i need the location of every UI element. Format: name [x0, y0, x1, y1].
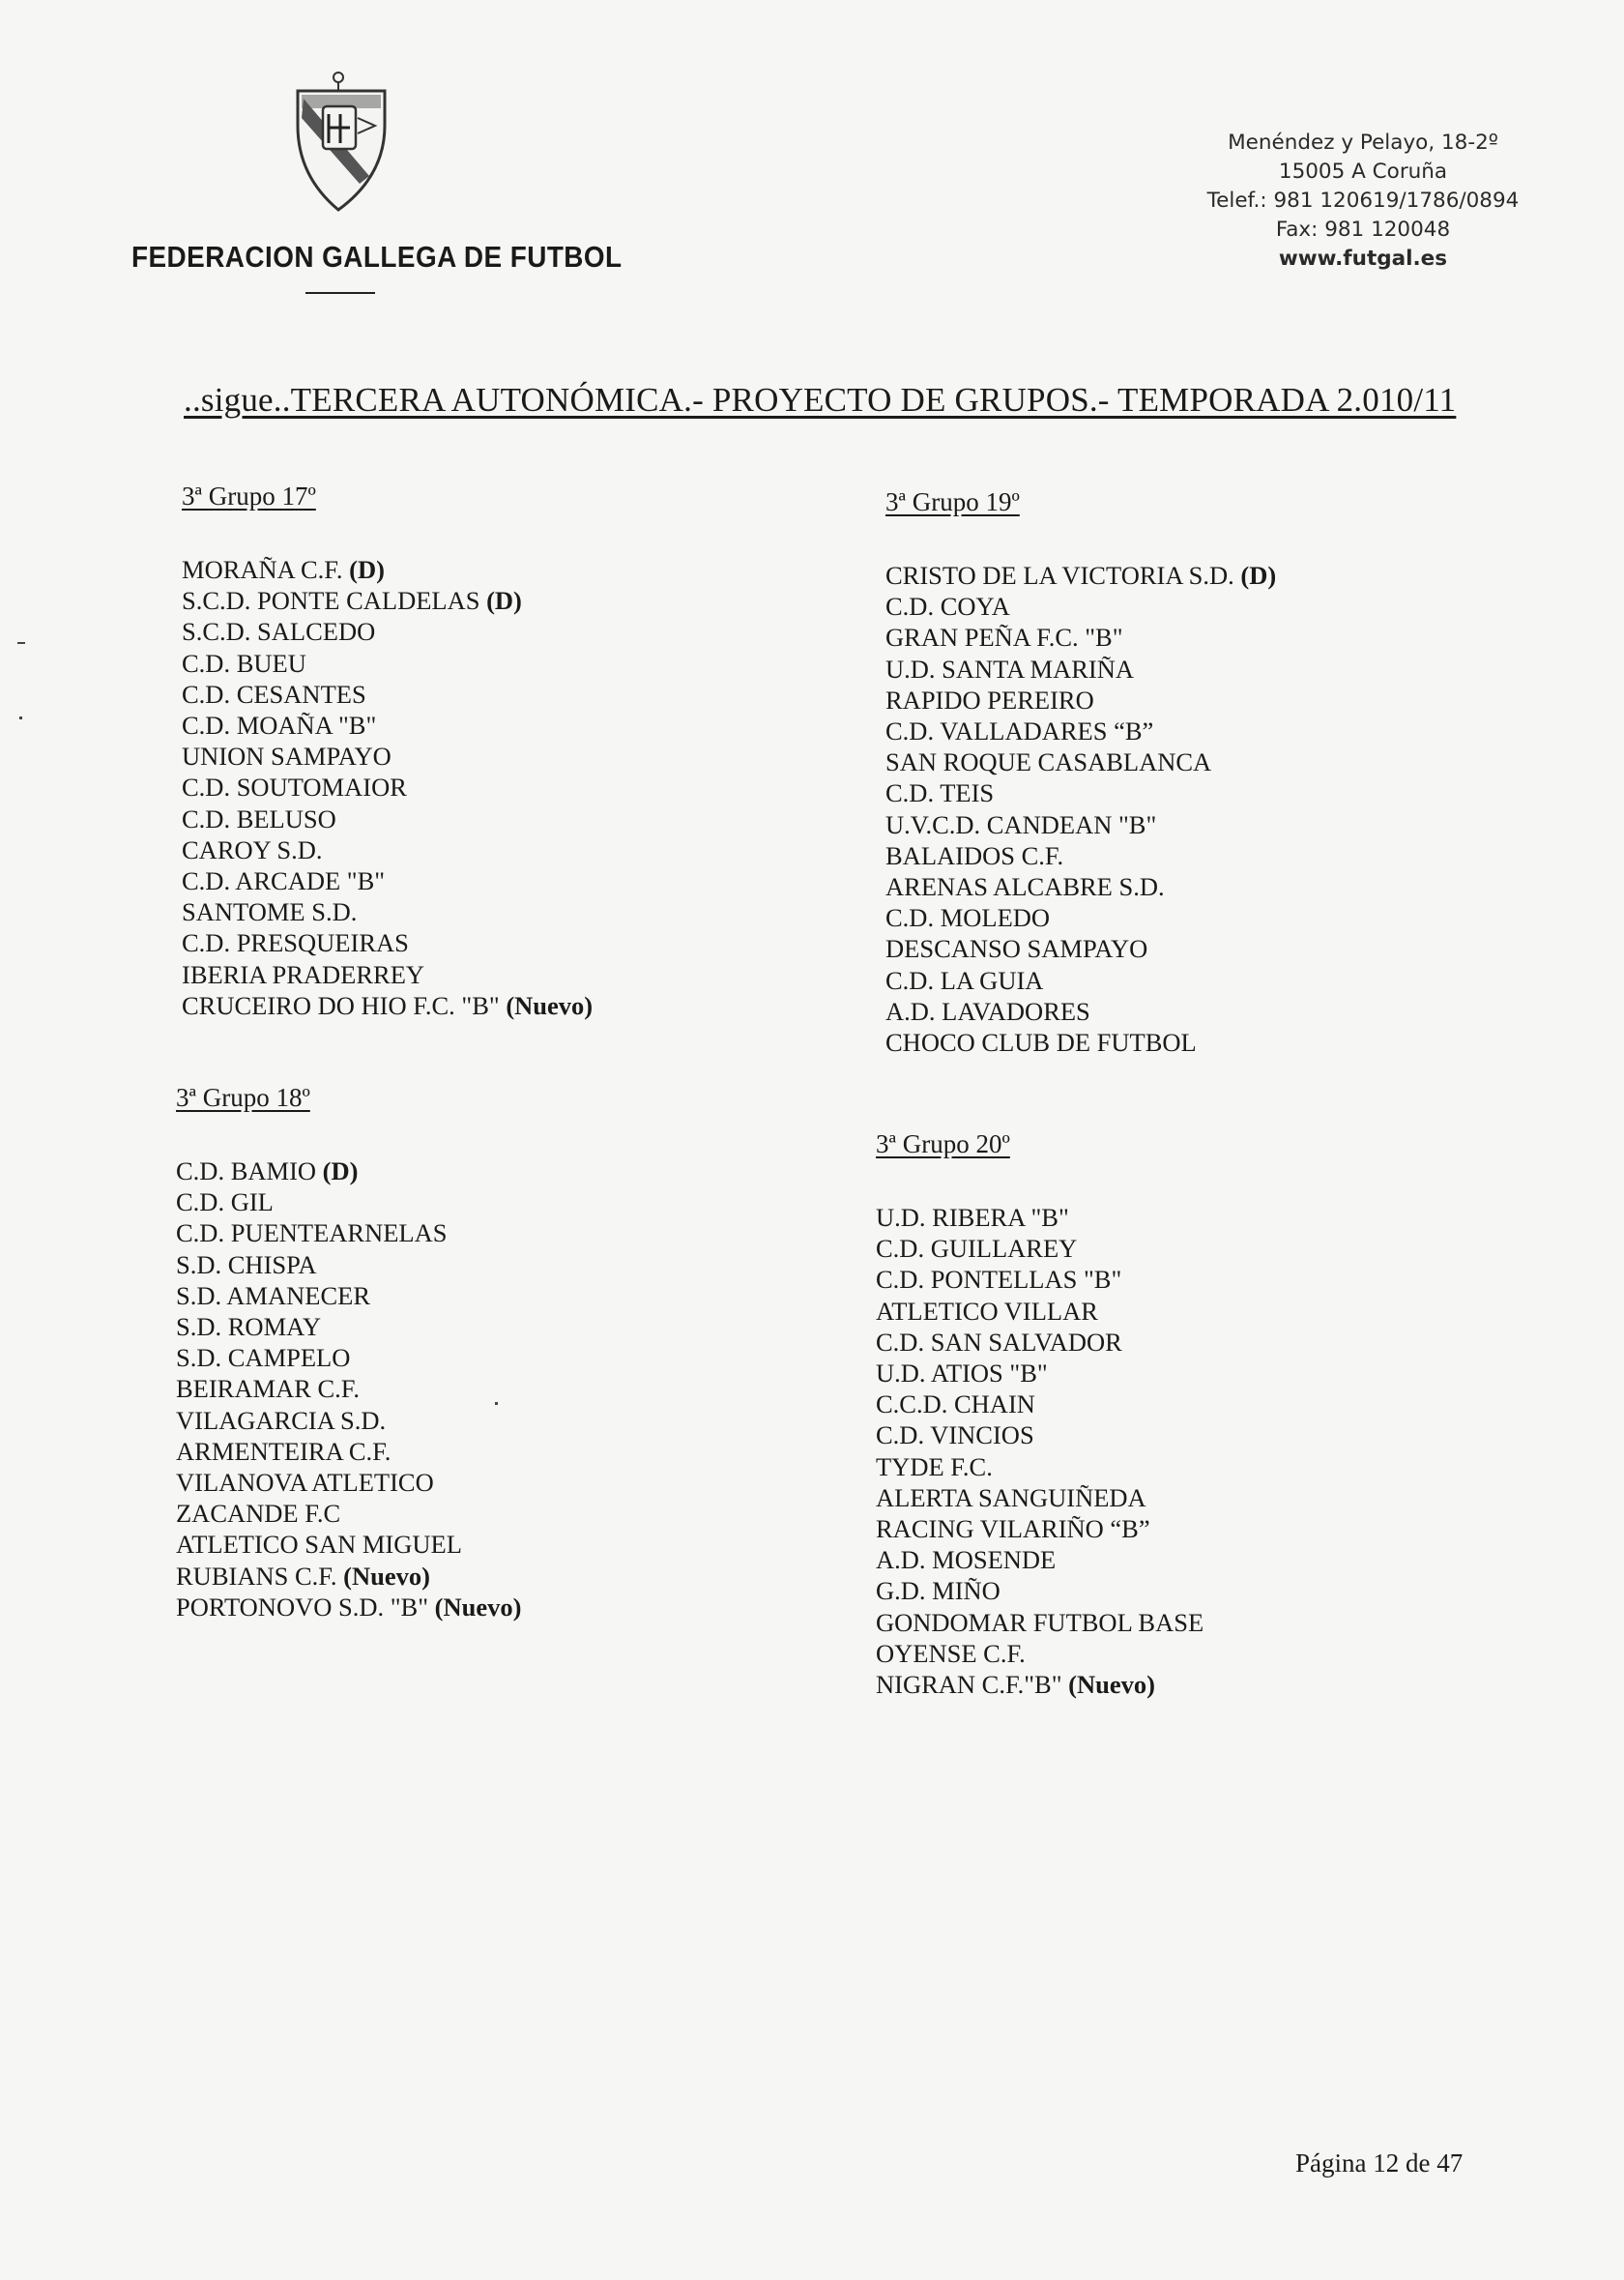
team-name: S.C.D. PONTE CALDELAS — [182, 586, 480, 616]
team-item — [176, 1467, 521, 1498]
group-20 — [876, 1129, 1204, 1700]
team-item — [885, 716, 1276, 746]
team-item — [885, 933, 1276, 964]
team-name: CRISTO DE LA VICTORIA S.D. — [885, 561, 1234, 590]
team-item — [876, 1296, 1204, 1327]
team-status-tag: (Nuevo) — [434, 1592, 522, 1622]
team-item — [876, 1638, 1204, 1669]
team-item — [182, 834, 593, 865]
team-name: C.D. ARCADE "B" — [182, 866, 386, 896]
team-status-tag: (Nuevo) — [506, 990, 594, 1020]
team-list — [176, 1155, 521, 1622]
team-name: ARMENTEIRA C.F. — [176, 1436, 392, 1466]
contact-website[interactable]: www.futgal.es — [1278, 247, 1448, 271]
scan-mark — [17, 642, 25, 644]
team-name: BEIRAMAR C.F. — [176, 1374, 361, 1404]
team-item — [885, 1027, 1276, 1058]
page-number: Página 12 de 47 — [1295, 2148, 1464, 2178]
scan-mark — [495, 1402, 498, 1405]
team-item — [885, 591, 1276, 622]
team-name: S.D. AMANECER — [176, 1280, 370, 1310]
contact-fax: Fax: 981 120048 — [1275, 218, 1451, 242]
team-name: TYDE F.C. — [876, 1451, 993, 1481]
team-item — [885, 902, 1276, 933]
team-item — [176, 1186, 521, 1217]
team-name: VILANOVA ATLETICO — [176, 1468, 434, 1498]
group-title: 3ª Grupo 17º — [182, 482, 316, 511]
team-item — [182, 959, 593, 990]
team-item — [885, 965, 1276, 996]
header-divider — [305, 292, 375, 294]
team-name: ARENAS ALCABRE S.D. — [885, 872, 1165, 902]
team-name: A.D. LAVADORES — [885, 996, 1090, 1026]
team-item — [885, 685, 1276, 716]
team-name: OYENSE C.F. — [876, 1638, 1026, 1668]
team-item — [182, 710, 593, 741]
team-name: G.D. MIÑO — [876, 1576, 1000, 1606]
team-item — [876, 1607, 1204, 1638]
team-name: A.D. MOSENDE — [876, 1545, 1057, 1575]
team-name: GONDOMAR FUTBOL BASE — [876, 1607, 1204, 1637]
team-item — [182, 648, 593, 679]
team-name: GRAN PEÑA F.C. "B" — [885, 623, 1123, 653]
team-item — [876, 1544, 1204, 1575]
team-name: BALAIDOS C.F. — [885, 840, 1064, 870]
team-name: UNION SAMPAYO — [182, 742, 392, 772]
team-name: C.D. MOAÑA "B" — [182, 711, 377, 741]
group-18 — [176, 1083, 521, 1622]
team-name: CHOCO CLUB DE FUTBOL — [885, 1028, 1197, 1058]
contact-phone: Telef.: 981 120619/1786/0894 — [1206, 189, 1520, 213]
team-name: C.D. MOLEDO — [885, 903, 1051, 933]
team-name: C.D. CESANTES — [182, 679, 366, 709]
team-status-tag: (D) — [1240, 561, 1277, 590]
team-list — [885, 560, 1276, 1058]
team-item — [885, 560, 1276, 591]
team-item — [182, 804, 593, 834]
team-name: RACING VILARIÑO “B” — [876, 1514, 1150, 1544]
team-item — [876, 1358, 1204, 1388]
team-name: C.D. LA GUIA — [885, 965, 1044, 995]
team-item — [885, 809, 1276, 840]
team-item — [176, 1592, 521, 1622]
team-status-tag: (Nuevo) — [1068, 1670, 1155, 1700]
team-name: C.D. TEIS — [885, 778, 995, 808]
team-name: C.D. COYA — [885, 592, 1010, 622]
team-name: U.V.C.D. CANDEAN "B" — [885, 809, 1157, 839]
team-name: C.D. GIL — [176, 1187, 274, 1217]
team-name: DESCANSO SAMPAYO — [885, 934, 1148, 964]
document-title: ..sigue..TERCERA AUTONÓMICA.- PROYECTO DE GRUPOS.- TEMPORADA 2.010/11 — [184, 381, 1457, 419]
team-item — [885, 777, 1276, 808]
team-item — [176, 1280, 521, 1311]
team-item — [182, 679, 593, 710]
team-status-tag: (D) — [322, 1156, 359, 1185]
team-item — [182, 554, 593, 585]
team-item — [176, 1373, 521, 1404]
team-name: C.D. BAMIO — [176, 1156, 317, 1185]
team-name: S.D. CHISPA — [176, 1249, 317, 1279]
team-item — [876, 1264, 1204, 1295]
team-item — [885, 996, 1276, 1027]
team-item — [176, 1529, 521, 1560]
team-item — [182, 741, 593, 772]
team-item — [176, 1498, 521, 1529]
team-name: C.D. PONTELLAS "B" — [876, 1265, 1122, 1295]
group-17 — [182, 482, 593, 1021]
team-item — [876, 1233, 1204, 1264]
team-item — [876, 1482, 1204, 1513]
team-item — [876, 1202, 1204, 1233]
team-item — [876, 1669, 1204, 1700]
team-item — [182, 585, 593, 616]
contact-address: Menéndez y Pelayo, 18-2º — [1228, 131, 1498, 155]
team-name: S.D. ROMAY — [176, 1312, 321, 1342]
team-status-tag: (D) — [349, 555, 385, 584]
team-name: IBERIA PRADERREY — [182, 959, 425, 989]
team-item — [182, 990, 593, 1021]
group-title: 3ª Grupo 20º — [876, 1129, 1010, 1158]
team-name: C.D. PRESQUEIRAS — [182, 928, 409, 958]
team-item — [182, 616, 593, 647]
team-name: C.D. VALLADARES “B” — [885, 716, 1154, 746]
team-name: C.D. SOUTOMAIOR — [182, 773, 407, 803]
team-item — [876, 1575, 1204, 1606]
team-name: C.D. VINCIOS — [876, 1420, 1034, 1450]
organization-name: FEDERACION GALLEGA DE FUTBOL — [131, 240, 623, 274]
team-item — [876, 1388, 1204, 1419]
team-name: ZACANDE F.C — [176, 1499, 341, 1529]
team-item — [885, 871, 1276, 902]
team-name: U.D. RIBERA "B" — [876, 1203, 1069, 1232]
team-item — [176, 1342, 521, 1373]
team-item — [176, 1561, 521, 1592]
team-name: C.C.D. CHAIN — [876, 1389, 1035, 1419]
team-name: C.D. BUEU — [182, 648, 306, 678]
scan-mark — [19, 716, 22, 719]
team-name: U.D. SANTA MARIÑA — [885, 654, 1135, 684]
team-item — [176, 1436, 521, 1467]
team-item — [885, 840, 1276, 871]
team-name: RAPIDO PEREIRO — [885, 685, 1094, 715]
team-name: PORTONOVO S.D. "B" — [176, 1592, 429, 1622]
team-status-tag: (Nuevo) — [343, 1561, 430, 1591]
team-item — [876, 1451, 1204, 1482]
team-item — [176, 1311, 521, 1342]
team-item — [182, 865, 593, 896]
team-name: CRUCEIRO DO HIO F.C. "B" — [182, 990, 500, 1020]
team-item — [176, 1405, 521, 1436]
team-name: C.D. BELUSO — [182, 804, 336, 833]
team-name: C.D. PUENTEARNELAS — [176, 1218, 448, 1248]
team-name: SANTOME S.D. — [182, 897, 358, 927]
team-name: SAN ROQUE CASABLANCA — [885, 747, 1212, 777]
team-name: S.C.D. SALCEDO — [182, 617, 376, 647]
team-name: CAROY S.D. — [182, 834, 323, 864]
team-name: RUBIANS C.F. — [176, 1561, 337, 1591]
team-item — [176, 1155, 521, 1186]
team-name: ALERTA SANGUIÑEDA — [876, 1482, 1146, 1512]
team-name: NIGRAN C.F."B" — [876, 1670, 1062, 1700]
federation-crest-icon — [290, 70, 396, 215]
team-name: S.D. CAMPELO — [176, 1343, 351, 1373]
team-item — [182, 772, 593, 803]
group-title: 3ª Grupo 19º — [885, 487, 1020, 516]
team-item — [876, 1327, 1204, 1358]
team-item — [885, 654, 1276, 685]
team-status-tag: (D) — [486, 586, 522, 616]
team-name: VILAGARCIA S.D. — [176, 1405, 387, 1435]
team-item — [176, 1249, 521, 1280]
team-item — [876, 1513, 1204, 1544]
team-name: U.D. ATIOS "B" — [876, 1359, 1048, 1388]
team-item — [885, 746, 1276, 777]
team-name: ATLETICO SAN MIGUEL — [176, 1530, 462, 1560]
team-name: C.D. GUILLAREY — [876, 1234, 1078, 1264]
team-item — [876, 1419, 1204, 1450]
team-item — [176, 1217, 521, 1248]
team-item — [182, 927, 593, 958]
contact-block — [1199, 129, 1527, 274]
team-name: ATLETICO VILLAR — [876, 1296, 1098, 1326]
team-name: MORAÑA C.F. — [182, 555, 343, 584]
group-19 — [885, 487, 1276, 1058]
contact-city: 15005 A Coruña — [1278, 160, 1448, 184]
team-list — [182, 554, 593, 1021]
team-name: C.D. SAN SALVADOR — [876, 1327, 1122, 1357]
team-item — [885, 622, 1276, 653]
group-title: 3ª Grupo 18º — [176, 1083, 310, 1112]
team-list — [876, 1202, 1204, 1700]
team-item — [182, 896, 593, 927]
